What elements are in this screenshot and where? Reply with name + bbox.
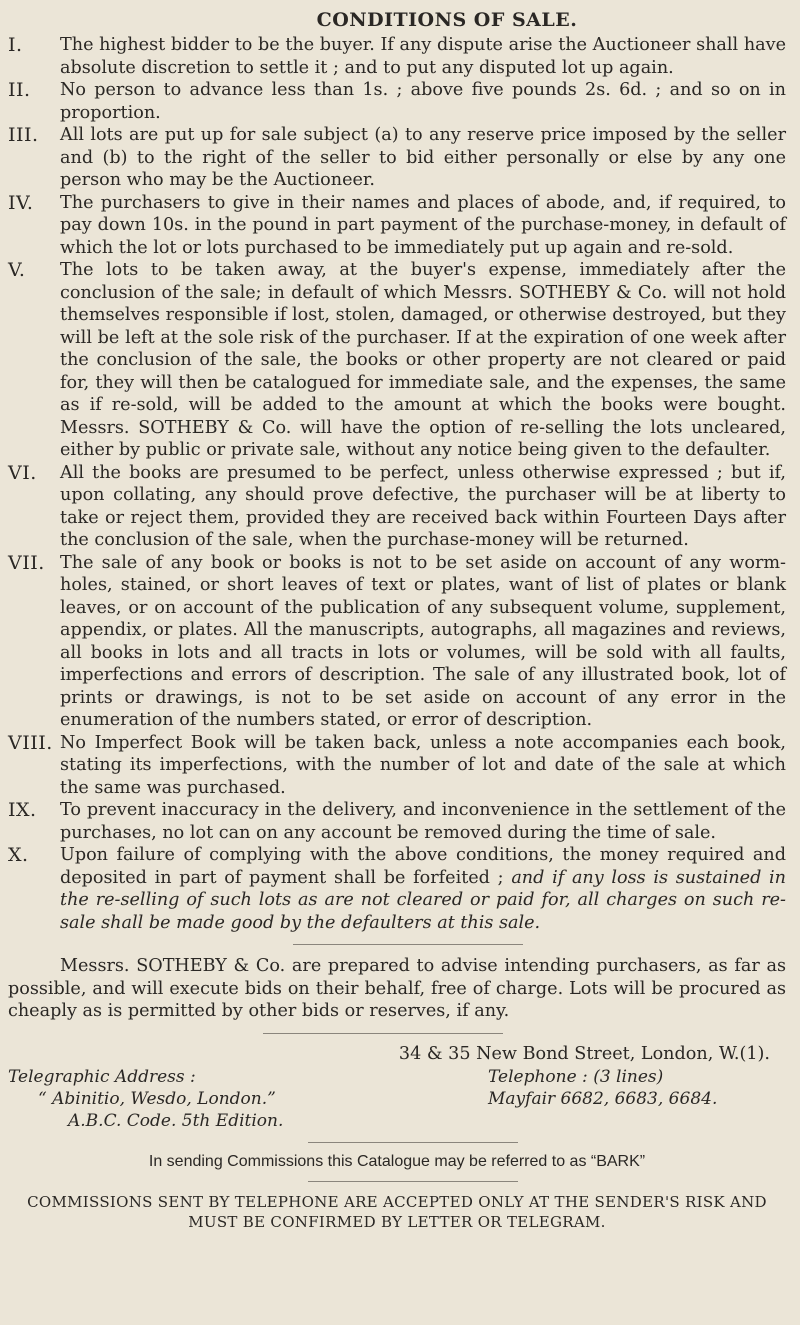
condition-text: No Imperfect Book will be taken back, unless a note accompanies each book, stating its imperfections, with the number of lot and date of the sale at which the same was purchased. [60, 732, 786, 798]
page-title: CONDITIONS OF SALE. [316, 9, 578, 31]
condition-text-plain: Upon failure of complying with the above conditions, the money required and deposited in part of payment shall be forfeited ; [60, 845, 786, 888]
abc-code: A.B.C. Code. 5th Edition. [68, 1110, 284, 1131]
condition-number: VI. [8, 461, 37, 484]
condition-number: X. [8, 844, 29, 866]
condition-text: To prevent inaccuracy in the delivery, and inconvenience in the settlement of the purchases, no lot can on any account be removed during the time of sale. [60, 800, 786, 843]
condition-2 [8, 79, 786, 124]
telephone-label: Telephone : (3 lines) [488, 1066, 664, 1087]
condition-text: The highest bidder to be the buyer. If any dispute arise the Auctioneer shall have absolute discretion to settle it ; and to put any disputed lot up again. [60, 35, 786, 78]
telegraphic-label: Telegraphic Address : [8, 1066, 196, 1087]
risk-note: COMMISSIONS SENT BY TELEPHONE ARE ACCEPTED ONLY AT THE SENDER'S RISK AND MUST BE CONFIRMED BY LETTER OR TELEGRAM. [27, 1192, 767, 1231]
divider [308, 1142, 518, 1143]
condition-text: All the books are presumed to be perfect, unless otherwise expressed ; but if, upon collating, any should prove defective, the purchaser will be at liberty to take or reject them, provided they are received back within Fourteen Days after the conclusion of the sale, when the purchase-money will be returned. [60, 462, 786, 550]
conditions-list [8, 34, 786, 934]
condition-5 [8, 259, 786, 462]
condition-number: IX. [8, 799, 37, 821]
condition-8 [8, 732, 786, 800]
condition-text: The purchasers to give in their names and places of abode, and, if required, to pay down 10s. in the pound in part payment of the purchase-money, in default of which the lot or lots purchased to be immediately put up again and re-sold. [60, 192, 786, 258]
condition-10 [8, 844, 786, 934]
telephone-value: Mayfair 6682, 6683, 6684. [488, 1088, 718, 1109]
condition-number: II. [8, 79, 31, 101]
condition-text: All lots are put up for sale subject (a) to any reserve price imposed by the seller and (b) to the right of the seller to bid either personally or else by any one person who may be the Auctioneer. [60, 125, 786, 190]
condition-text: The lots to be taken away, at the buyer's expense, immediately after the conclusion of the sale; in default of which Messrs. SOTHEBY & Co. will not hold themselves responsible if lost, stolen, damaged, or otherwise destroyed, but they will be left at the sole risk of the purchaser. If at the expiration of one week after the conclusion of the sale, the books or other property are not cleared or paid for, they will then be catalogued for immediate sale, and the expenses, the same as if re-sold, will be added to the amount at which the books were bought. Messrs. SOTHEBY & Co. will have the option of re-selling the lots uncleared, either by public or private sale, without any notice being given to the defaulter. [60, 260, 786, 460]
address: 34 & 35 New Bond Street, London, W.(1). [398, 1043, 770, 1064]
condition-number: IV. [8, 191, 34, 214]
condition-6 [8, 462, 786, 552]
sending-note: In sending Commissions this Catalogue may be referred to as “BARK” [148, 1152, 646, 1170]
condition-number: VIII. [8, 731, 53, 754]
telegraphic-value: “ Abinitio, Wesdo, London.” [38, 1088, 276, 1109]
condition-number: V. [8, 259, 26, 281]
advise-paragraph: Messrs. SOTHEBY & Co. are prepared to advise intending purchasers, as far as possible, and will execute bids on their behalf, free of charge. Lots will be procured as cheaply as is permitted by other bids or reserves, if any. [8, 956, 786, 1021]
condition-number: III. [8, 124, 39, 146]
condition-3 [8, 124, 786, 192]
condition-4 [8, 192, 786, 260]
condition-9 [8, 799, 786, 844]
condition-number: I. [8, 34, 23, 56]
condition-text: No person to advance less than 1s. ; above five pounds 2s. 6d. ; and so on in proportion. [60, 80, 786, 123]
condition-number: VII. [8, 551, 45, 574]
condition-text-italic: and if any loss is sustained in the re-selling of such lots as are not cleared or paid for, all charges on such re-sale shall be made good by the defaulters at this sale. [60, 867, 787, 933]
condition-7 [8, 552, 786, 732]
contact-block [8, 1066, 786, 1132]
divider [263, 1033, 503, 1034]
divider [308, 1181, 518, 1182]
condition-text [60, 844, 786, 934]
condition-text: The sale of any book or books is not to be set aside on account of any worm-holes, stained, or short leaves of text or plates, want of list of plates or blank leaves, or on account of the publication of any subsequent volume, supplement, appendix, or plates. All the manuscripts, autographs, all magazines and reviews, all books in lots and all tracts in lots or volumes, will be sold with all faults, imperfections and errors of description. The sale of any illustrated book, lot of prints or drawings, is not to be set aside on account of any error in the enumeration of the numbers stated, or error of description. [60, 552, 786, 730]
telegraphic-block [8, 1066, 488, 1132]
divider [293, 944, 523, 945]
telephone-block [488, 1066, 786, 1132]
condition-1 [8, 34, 786, 79]
